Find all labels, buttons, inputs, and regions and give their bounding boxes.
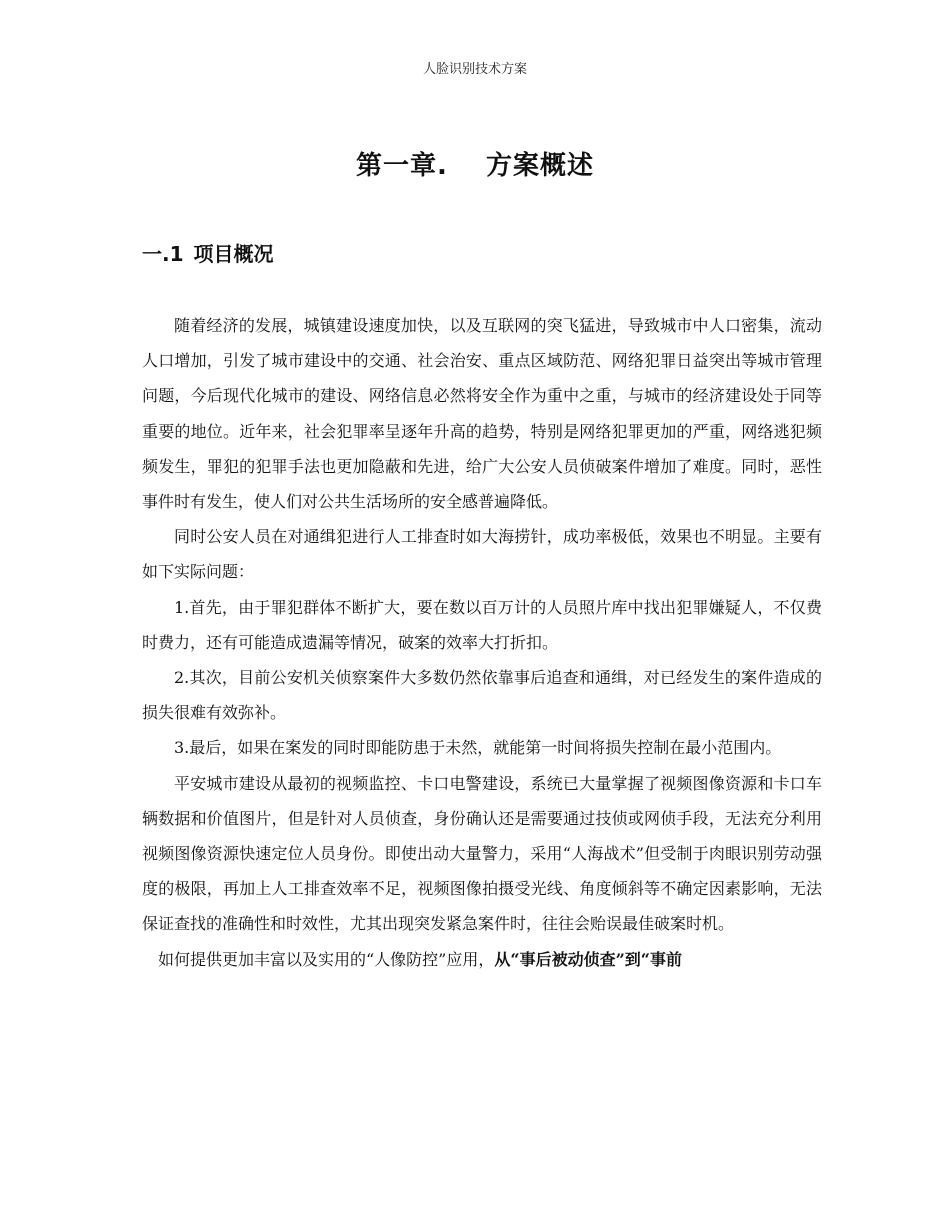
- emphasized-text: 从“事后被动侦查”到“事前: [494, 949, 682, 969]
- section-number: 一.1: [142, 242, 184, 266]
- paragraph-continued: [142, 942, 822, 977]
- chapter-title: [0, 145, 950, 182]
- numbered-paragraph: 3.最后，如果在案发的同时即能防患于未然，就能第一时间将损失控制在最小范围内。: [174, 738, 782, 758]
- paragraph: 同时公安人员在对通缉犯进行人工排查时如大海捞针，成功率极低，效果也不明显。主要有如下实际问题：: [142, 527, 822, 582]
- paragraph: 随着经济的发展，城镇建设速度加快，以及互联网的突飞猛进，导致城市中人口密集，流动人口增加，引发了城市建设中的交通、社会治安、重点区域防范、网络犯罪日益突出等城市管理问题，今后现代化城市的建设、网络信息必然将安全作为重中之重，与城市的经济建设处于同等重要的地位。近年来，社会犯罪率呈逐年升高的趋势，特别是网络犯罪更加的严重，网络逃犯频频发生，罪犯的犯罪手法也更加隐蔽和先进，给广大公安人员侦破案件增加了难度。同时，恶性事件时有发生，使人们对公共生活场所的安全感普遍降低。: [142, 316, 822, 512]
- numbered-paragraph: 2.其次，目前公安机关侦察案件大多数仍然依靠事后追查和通缉，对已经发生的案件造成的损失很难有效弥补。: [142, 668, 822, 723]
- numbered-paragraph: 1.首先，由于罪犯群体不断扩大，要在数以百万计的人员照片库中找出犯罪嫌疑人，不仅费时费力，还有可能造成遗漏等情况，破案的效率大打折扣。: [142, 597, 822, 652]
- body-text: [142, 308, 822, 977]
- paragraph-text: 如何提供更加丰富以及实用的“人像防控”应用，: [158, 949, 495, 969]
- chapter-number: 第一章.: [356, 151, 448, 181]
- chapter-heading: 方案概述: [485, 151, 594, 181]
- running-header: 人脸识别技术方案: [422, 62, 527, 77]
- section-heading: 项目概况: [193, 242, 274, 266]
- paragraph: 平安城市建设从最初的视频监控、卡口电警建设，系统已大量掌握了视频图像资源和卡口车辆数据和价值图片，但是针对人员侦查，身份确认还是需要通过技侦或网侦手段，无法充分利用视频图像资源快速定位人员身份。即使出动大量警力，采用“人海战术”但受制于肉眼识别劳动强度的极限，再加上人工排查效率不足，视频图像拍摄受光线、角度倾斜等不确定因素影响，无法保证查找的准确性和时效性，尤其出现突发紧急案件时，往往会贻误最佳破案时机。: [142, 773, 822, 934]
- section-title: [142, 238, 274, 267]
